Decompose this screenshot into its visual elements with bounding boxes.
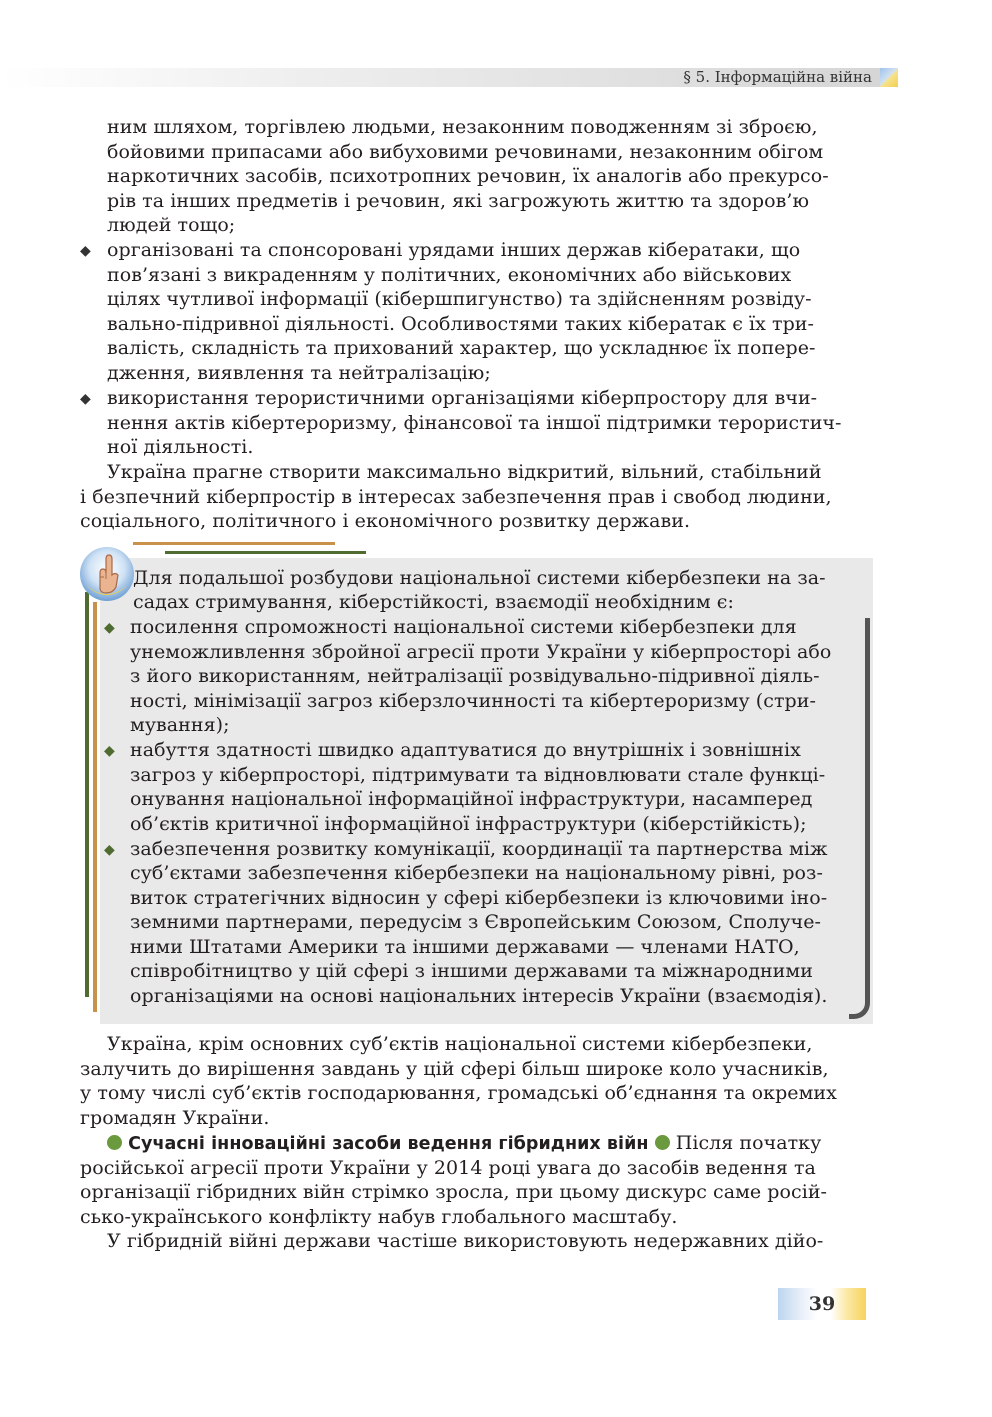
text-line: нення актів кібертероризму, фінансової та іншої підтримки терористич-	[107, 412, 842, 434]
text-line: соціального, політичного і економічного розвитку держави.	[80, 510, 691, 532]
text-line: залучить до вирішення завдань у цій сфері більш широке коло учасників,	[80, 1058, 829, 1080]
text-line: організовані та спонсоровані урядами інших держав кібератаки, що	[107, 239, 801, 261]
text-line: громадян України.	[80, 1107, 270, 1129]
diamond-bullet-icon: ◆	[80, 391, 91, 407]
callout-text-line: об’єктів критичної інформаційної інфраструктури (кіберстійкість);	[130, 813, 807, 835]
callout-text-line: земними партнерами, передусім з Європейським Союзом, Сполуче-	[130, 911, 822, 933]
callout-left-bar-green	[85, 592, 89, 997]
section-heading: Сучасні інноваційні засоби ведення гібридних війн	[128, 1134, 649, 1154]
callout-text-line: онування національної інформаційної інфраструктури, насамперед	[130, 788, 813, 810]
diamond-bullet-icon: ◆	[80, 243, 91, 259]
callout-text-line: загроз у кіберпросторі, підтримувати та відновлювати стале функці-	[130, 764, 826, 786]
callout-text-line: мування);	[130, 714, 230, 736]
text-line: російської агресії проти України у 2014 році увага до засобів ведення та	[80, 1157, 816, 1179]
callout-top-rule-green	[165, 551, 366, 554]
text-line: ним шляхом, торгівлею людьми, незаконним поводженням зі зброєю,	[107, 116, 818, 138]
text-line: рів та інших предметів і речовин, які загрожують життю та здоров’ю	[107, 190, 810, 212]
text-line: Україна, крім основних суб’єктів національної системи кібербезпеки,	[107, 1033, 813, 1055]
text-line: Україна прагне створити максимально відкритий, вільний, стабільний	[107, 461, 822, 483]
text-line: вально-підривної діяльності. Особливостями таких кібератак є їх три-	[107, 313, 814, 335]
text-line: У гібридній війні держави частіше використовують недержавних дійо-	[107, 1230, 824, 1252]
callout-top-rule-orange	[133, 542, 335, 545]
text-line: ної діяльності.	[107, 436, 254, 458]
text-line: цілях чутливої інформації (кібершпигунство) та здійсненням розвіду-	[107, 288, 812, 310]
text-line: використання терористичними організаціями кіберпростору для вчи-	[107, 387, 818, 409]
callout-text-line: організаціями на основі національних інтересів України (взаємодія).	[130, 985, 828, 1007]
text-line: бойовими припасами або вибуховими речовинами, незаконним обігом	[107, 141, 824, 163]
callout-text-line: суб’єктами забезпечення кібербезпеки на національному рівні, роз-	[130, 862, 823, 884]
callout-text-line: Для подальшої розбудови національної системи кібербезпеки на за-	[133, 567, 826, 589]
callout-left-bar-orange	[93, 602, 97, 1012]
callout-text-line: співробітництво у цій сфері з іншими державами та міжнародними	[130, 960, 813, 982]
callout-text-line: набуття здатності швидко адаптуватися до внутрішніх і зовнішніх	[130, 739, 801, 761]
diamond-bullet-icon: ◆	[104, 842, 115, 858]
text-line: організації гібридних війн стрімко зросла, при цьому дискурс саме росій-	[80, 1181, 828, 1203]
section-heading-line	[107, 1131, 821, 1156]
callout-text-line: забезпечення розвитку комунікації, координації та партнерства між	[130, 838, 828, 860]
text-line: дження, виявлення та нейтралізацію;	[107, 362, 491, 384]
page-number: 39	[808, 1293, 836, 1315]
text-line: і безпечний кіберпростір в інтересах забезпечення прав і свобод людини,	[80, 486, 832, 508]
text-line: людей тощо;	[107, 214, 236, 236]
text-line: наркотичних засобів, психотропних речовин, їх аналогів або прекурсо-	[107, 165, 829, 187]
page-number-badge	[778, 1288, 866, 1320]
pointing-hand-icon	[78, 545, 136, 603]
callout-right-bracket	[849, 618, 870, 1019]
callout-text-line: виток стратегічних відносин у сфері кібербезпеки із ключовими іно-	[130, 887, 828, 909]
text-line: пов’язані з викраденням у політичних, економічних або військових	[107, 264, 792, 286]
text-line: у тому числі суб’єктів господарювання, громадські об’єднання та окремих	[80, 1082, 837, 1104]
callout-text-line: унеможливлення збройної агресії проти України у кіберпросторі або	[130, 641, 832, 663]
callout-text-line: ними Штатами Америки та іншими державами — членами НАТО,	[130, 936, 800, 958]
text-line: сько-українського конфлікту набув глобального масштабу.	[80, 1206, 678, 1228]
section-lead-text: Після початку	[669, 1132, 822, 1154]
callout-text-line: ності, мінімізації загроз кіберзлочинності та кібертероризму (стри-	[130, 690, 816, 712]
diamond-bullet-icon: ◆	[104, 743, 115, 759]
callout-text-line: посилення спроможності національної системи кібербезпеки для	[130, 616, 797, 638]
diamond-bullet-icon: ◆	[104, 620, 115, 636]
text-line: валість, складність та прихований характер, що ускладнює їх попере-	[107, 337, 816, 359]
header-corner-decoration	[880, 68, 898, 87]
heading-bullet-dot-icon	[107, 1135, 122, 1150]
callout-text-line: садах стримування, кіберстійкості, взаємодії необхідним є:	[133, 591, 734, 613]
callout-text-line: з його використанням, нейтралізації розвідувально-підривної діяль-	[130, 665, 820, 687]
heading-bullet-dot-icon	[655, 1135, 670, 1150]
running-header-title: § 5. Інформаційна війна	[683, 68, 872, 86]
